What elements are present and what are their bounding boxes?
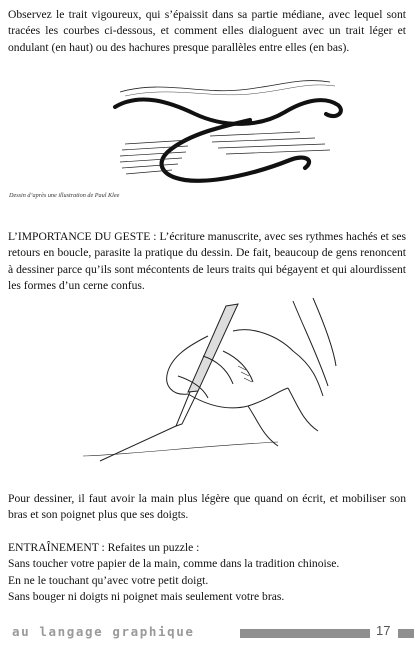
footer-bar — [240, 629, 370, 638]
footer-title: au langage graphique — [12, 624, 195, 639]
intro-paragraph: Observez le trait vigoureux, qui s’épaissit dans sa partie médiane, avec lequel sont tracées les courbes ci-dessous, et comment elles dialoguent avec un trait léger et ondulant (en haut) ou des hachures presque parallèles entre elles (en bas). — [8, 8, 406, 54]
footer-bar-tail — [398, 629, 414, 638]
hand-holding-pen-drawing — [78, 296, 338, 471]
klee-curves-drawing — [100, 72, 356, 194]
geste-paragraph: L’IMPORTANCE DU GESTE : L’écriture manuscrite, avec ses rythmes hachés et ses retours en boucle, parasite la pratique du dessin. De fait, beaucoup de gens renoncent à dessiner parce qu’ils sont mécontents de leurs traits qui bégayent et qui alourdissent les formes d’un cerne confus. — [8, 230, 406, 293]
exercise-line: Sans bouger ni doigts ni poignet mais seulement votre bras. — [8, 590, 285, 604]
exercise-line: En ne le touchant qu’avec votre petit doigt. — [8, 573, 209, 587]
exercise-line: Sans toucher votre papier de la main, comme dans la tradition chinoise. — [8, 557, 340, 571]
page-number: 17 — [376, 623, 391, 638]
figure-caption: Dessin d’après une illustration de Paul Klee — [9, 192, 120, 199]
exercise-title: ENTRAÎNEMENT : Refaites un puzzle : — [8, 541, 200, 554]
main-paragraph: Pour dessiner, il faut avoir la main plus légère que quand on écrit, et mobiliser son bras et son poignet plus que ses doigts. — [8, 492, 406, 522]
page-footer — [0, 623, 414, 645]
exercise-block — [8, 540, 406, 606]
